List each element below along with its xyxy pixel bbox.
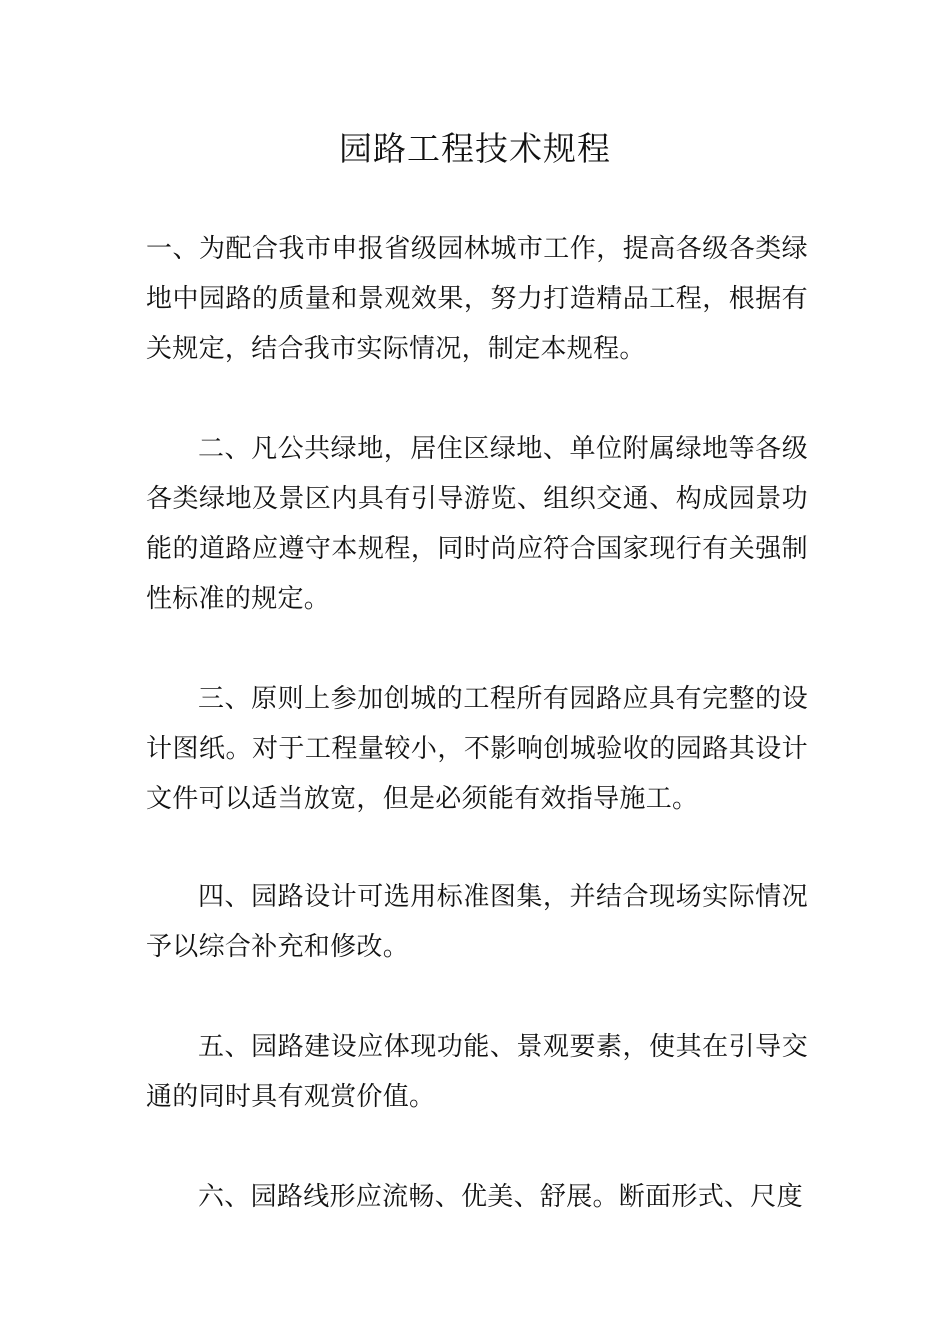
document-title: 园路工程技术规程 [339, 129, 611, 168]
paragraph-6: 六、园路线形应流畅、优美、舒展。断面形式、尺度 [198, 1182, 803, 1212]
paragraph-5: 五、园路建设应体现功能、景观要素，使其在引导交通的同时具有观赏价值。 [146, 1032, 808, 1112]
paragraph-2: 二、凡公共绿地，居住区绿地、单位附属绿地等各级各类绿地及景区内具有引导游览、组织交通、构成园景功能的道路应遵守本规程，同时尚应符合国家现行有关强制性标准的规定。 [146, 434, 808, 614]
paragraph-4: 四、园路设计可选用标准图集，并结合现场实际情况予以综合补充和修改。 [146, 882, 808, 962]
paragraph-3: 三、原则上参加创城的工程所有园路应具有完整的设计图纸。对于工程量较小，不影响创城验收的园路其设计文件可以适当放宽，但是必须能有效指导施工。 [146, 684, 808, 814]
paragraph-1: 一、为配合我市申报省级园林城市工作，提高各级各类绿地中园路的质量和景观效果，努力打造精品工程，根据有关规定，结合我市实际情况，制定本规程。 [146, 234, 808, 364]
